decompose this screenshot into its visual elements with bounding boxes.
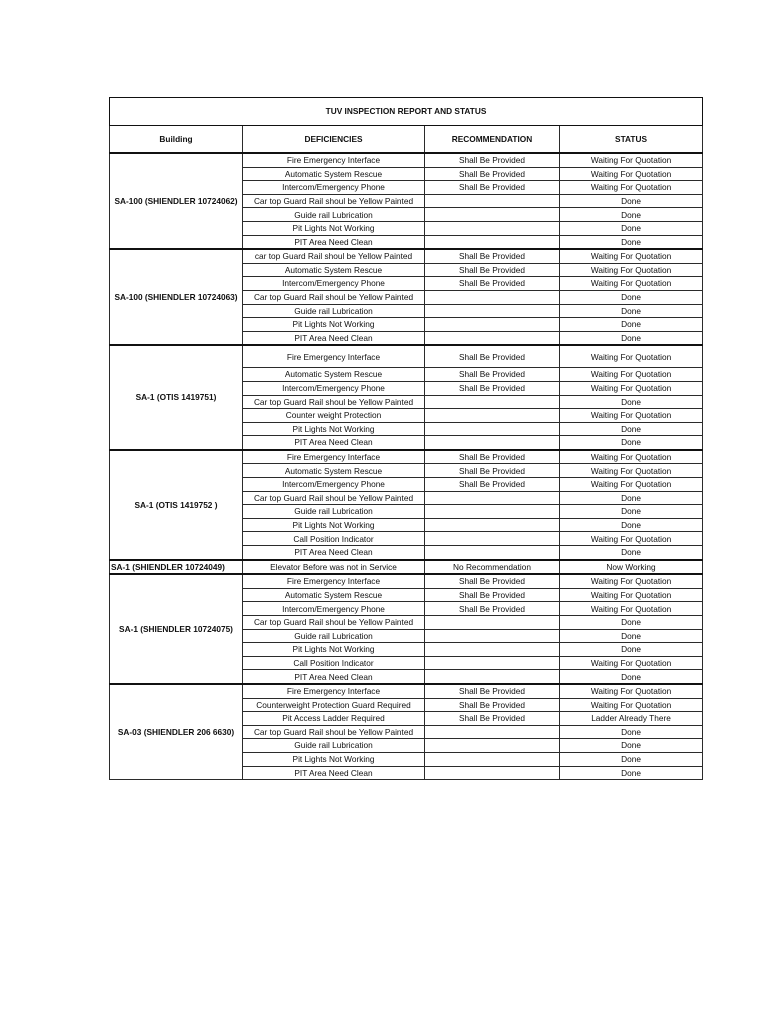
deficiency-cell: Counter weight Protection [243, 409, 425, 423]
deficiency-cell: Fire Emergency Interface [243, 574, 425, 588]
status-cell: Waiting For Quotation [560, 532, 703, 546]
status-cell: Done [560, 304, 703, 318]
status-cell: Waiting For Quotation [560, 263, 703, 277]
building-cell: SA-1 (SHIENDLER 10724049) [110, 560, 243, 575]
deficiency-cell: Automatic System Rescue [243, 167, 425, 181]
status-cell: Done [560, 643, 703, 657]
deficiency-cell: Car top Guard Rail shoul be Yellow Painted [243, 194, 425, 208]
deficiency-cell: Pit Access Ladder Required [243, 712, 425, 726]
deficiency-cell: PIT Area Need Clean [243, 670, 425, 684]
deficiency-cell: Guide rail Lubrication [243, 505, 425, 519]
deficiency-cell: Car top Guard Rail shoul be Yellow Painted [243, 395, 425, 409]
status-cell: Done [560, 194, 703, 208]
status-cell: Done [560, 616, 703, 630]
report-title: TUV INSPECTION REPORT AND STATUS [110, 98, 703, 126]
status-cell: Waiting For Quotation [560, 167, 703, 181]
status-cell: Done [560, 725, 703, 739]
deficiency-cell: Counterweight Protection Guard Required [243, 698, 425, 712]
recommendation-cell: Shall Be Provided [425, 478, 560, 492]
status-cell: Waiting For Quotation [560, 450, 703, 464]
building-cell: SA-1 (OTIS 1419751) [110, 345, 243, 450]
recommendation-cell [425, 752, 560, 766]
recommendation-cell [425, 409, 560, 423]
deficiency-cell: Elevator Before was not in Service [243, 560, 425, 575]
status-cell: Done [560, 331, 703, 345]
recommendation-cell: Shall Be Provided [425, 574, 560, 588]
recommendation-cell [425, 505, 560, 519]
status-cell: Waiting For Quotation [560, 409, 703, 423]
status-cell: Waiting For Quotation [560, 368, 703, 382]
deficiency-cell: Pit Lights Not Working [243, 422, 425, 436]
deficiency-cell: Pit Lights Not Working [243, 518, 425, 532]
deficiency-cell: car top Guard Rail shoul be Yellow Painted [243, 249, 425, 263]
recommendation-cell [425, 491, 560, 505]
deficiency-cell: Fire Emergency Interface [243, 450, 425, 464]
status-cell: Waiting For Quotation [560, 684, 703, 698]
recommendation-cell: Shall Be Provided [425, 181, 560, 195]
recommendation-cell [425, 616, 560, 630]
recommendation-cell [425, 518, 560, 532]
header-status: STATUS [560, 126, 703, 154]
deficiency-cell: Automatic System Rescue [243, 368, 425, 382]
deficiency-cell: Pit Lights Not Working [243, 221, 425, 235]
deficiency-cell: Car top Guard Rail shoul be Yellow Painted [243, 290, 425, 304]
recommendation-cell [425, 629, 560, 643]
building-group [110, 684, 703, 780]
status-cell: Done [560, 422, 703, 436]
recommendation-cell [425, 395, 560, 409]
deficiency-cell: Automatic System Rescue [243, 464, 425, 478]
building-group [110, 574, 703, 684]
status-cell: Waiting For Quotation [560, 249, 703, 263]
table-row [110, 574, 703, 588]
recommendation-cell: No Recommendation [425, 560, 560, 575]
status-cell: Waiting For Quotation [560, 588, 703, 602]
deficiency-cell: Guide rail Lubrication [243, 304, 425, 318]
status-cell: Done [560, 395, 703, 409]
status-cell: Now Working [560, 560, 703, 575]
building-cell: SA-1 (OTIS 1419752 ) [110, 450, 243, 560]
recommendation-cell: Shall Be Provided [425, 249, 560, 263]
status-cell: Done [560, 208, 703, 222]
status-cell: Done [560, 752, 703, 766]
building-cell: SA-03 (SHIENDLER 206 6630) [110, 684, 243, 780]
inspection-report-table [109, 97, 703, 780]
deficiency-cell: Intercom/Emergency Phone [243, 602, 425, 616]
deficiency-cell: PIT Area Need Clean [243, 235, 425, 249]
deficiency-cell: Fire Emergency Interface [243, 684, 425, 698]
status-cell: Done [560, 670, 703, 684]
header-deficiencies: DEFICIENCIES [243, 126, 425, 154]
building-group [110, 153, 703, 249]
recommendation-cell: Shall Be Provided [425, 345, 560, 368]
status-cell: Waiting For Quotation [560, 381, 703, 395]
recommendation-cell: Shall Be Provided [425, 450, 560, 464]
recommendation-cell [425, 318, 560, 332]
status-cell: Waiting For Quotation [560, 181, 703, 195]
status-cell: Done [560, 629, 703, 643]
recommendation-cell [425, 290, 560, 304]
table-row [110, 560, 703, 575]
deficiency-cell: PIT Area Need Clean [243, 331, 425, 345]
deficiency-cell: Pit Lights Not Working [243, 752, 425, 766]
recommendation-cell: Shall Be Provided [425, 277, 560, 291]
recommendation-cell [425, 194, 560, 208]
status-cell: Done [560, 766, 703, 780]
recommendation-cell [425, 532, 560, 546]
deficiency-cell: Intercom/Emergency Phone [243, 381, 425, 395]
table-row [110, 153, 703, 167]
recommendation-cell: Shall Be Provided [425, 588, 560, 602]
recommendation-cell [425, 670, 560, 684]
status-cell: Done [560, 546, 703, 560]
recommendation-cell: Shall Be Provided [425, 263, 560, 277]
status-cell: Waiting For Quotation [560, 345, 703, 368]
recommendation-cell [425, 331, 560, 345]
deficiency-cell: Car top Guard Rail shoul be Yellow Painted [243, 725, 425, 739]
recommendation-cell [425, 208, 560, 222]
status-cell: Waiting For Quotation [560, 574, 703, 588]
table-row [110, 249, 703, 263]
deficiency-cell: Car top Guard Rail shoul be Yellow Painted [243, 616, 425, 630]
status-cell: Done [560, 290, 703, 304]
status-cell: Waiting For Quotation [560, 277, 703, 291]
header-recommendation: RECOMMENDATION [425, 126, 560, 154]
deficiency-cell: Call Position Indicator [243, 532, 425, 546]
deficiency-cell: Pit Lights Not Working [243, 643, 425, 657]
recommendation-cell [425, 436, 560, 450]
status-cell: Done [560, 318, 703, 332]
table-row [110, 450, 703, 464]
table-row [110, 345, 703, 368]
deficiency-cell: PIT Area Need Clean [243, 546, 425, 560]
status-cell: Waiting For Quotation [560, 153, 703, 167]
status-cell: Waiting For Quotation [560, 656, 703, 670]
deficiency-cell: Car top Guard Rail shoul be Yellow Painted [243, 491, 425, 505]
deficiency-cell: Intercom/Emergency Phone [243, 277, 425, 291]
recommendation-cell: Shall Be Provided [425, 381, 560, 395]
status-cell: Done [560, 235, 703, 249]
recommendation-cell [425, 656, 560, 670]
building-cell: SA-100 (SHIENDLER 10724062) [110, 153, 243, 249]
deficiency-cell: Fire Emergency Interface [243, 345, 425, 368]
header-row [110, 126, 703, 154]
recommendation-cell [425, 221, 560, 235]
table-row [110, 684, 703, 698]
status-cell: Done [560, 436, 703, 450]
status-cell: Waiting For Quotation [560, 698, 703, 712]
recommendation-cell [425, 766, 560, 780]
header-building: Building [110, 126, 243, 154]
recommendation-cell [425, 725, 560, 739]
deficiency-cell: Fire Emergency Interface [243, 153, 425, 167]
recommendation-cell: Shall Be Provided [425, 684, 560, 698]
recommendation-cell: Shall Be Provided [425, 464, 560, 478]
status-cell: Waiting For Quotation [560, 478, 703, 492]
deficiency-cell: Automatic System Rescue [243, 588, 425, 602]
recommendation-cell: Shall Be Provided [425, 698, 560, 712]
deficiency-cell: PIT Area Need Clean [243, 766, 425, 780]
building-group [110, 450, 703, 560]
recommendation-cell: Shall Be Provided [425, 712, 560, 726]
building-cell: SA-1 (SHIENDLER 10724075) [110, 574, 243, 684]
recommendation-cell: Shall Be Provided [425, 167, 560, 181]
status-cell: Done [560, 491, 703, 505]
status-cell: Waiting For Quotation [560, 464, 703, 478]
building-group [110, 249, 703, 345]
deficiency-cell: Automatic System Rescue [243, 263, 425, 277]
status-cell: Waiting For Quotation [560, 602, 703, 616]
deficiency-cell: Call Position Indicator [243, 656, 425, 670]
building-group [110, 345, 703, 450]
deficiency-cell: Guide rail Lubrication [243, 629, 425, 643]
status-cell: Done [560, 221, 703, 235]
deficiency-cell: Intercom/Emergency Phone [243, 478, 425, 492]
recommendation-cell [425, 304, 560, 318]
building-group [110, 560, 703, 575]
status-cell: Ladder Already There [560, 712, 703, 726]
recommendation-cell: Shall Be Provided [425, 368, 560, 382]
status-cell: Done [560, 518, 703, 532]
status-cell: Done [560, 739, 703, 753]
deficiency-cell: Intercom/Emergency Phone [243, 181, 425, 195]
deficiency-cell: Pit Lights Not Working [243, 318, 425, 332]
recommendation-cell [425, 235, 560, 249]
deficiency-cell: Guide rail Lubrication [243, 208, 425, 222]
recommendation-cell [425, 643, 560, 657]
recommendation-cell [425, 422, 560, 436]
recommendation-cell [425, 546, 560, 560]
inspection-report-sheet [109, 97, 702, 780]
recommendation-cell: Shall Be Provided [425, 602, 560, 616]
recommendation-cell [425, 739, 560, 753]
recommendation-cell: Shall Be Provided [425, 153, 560, 167]
deficiency-cell: Guide rail Lubrication [243, 739, 425, 753]
deficiency-cell: PIT Area Need Clean [243, 436, 425, 450]
status-cell: Done [560, 505, 703, 519]
building-cell: SA-100 (SHIENDLER 10724063) [110, 249, 243, 345]
